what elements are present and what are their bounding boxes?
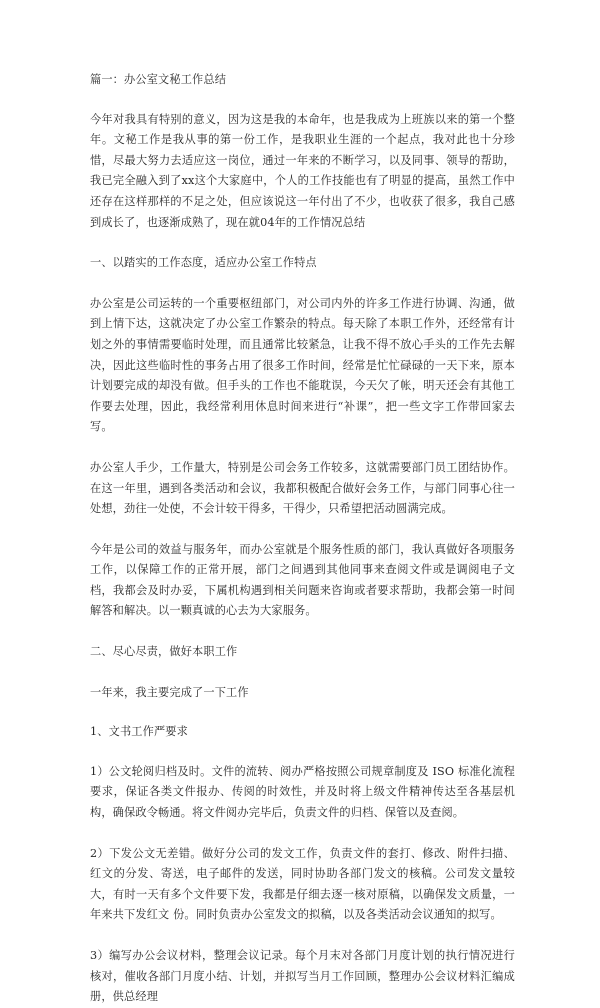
section1-paragraph-3: 今年是公司的效益与服务年，而办公室就是个服务性质的部门，我认真做好各项服务工作，以保障工作的正常开展，部门之间遇到其他同事来查阅文件或是调阅电子文档，我都会及时办妥，下属机构遇到相关问题来咨询或者要求帮助，我都会第一时间解答和解决。以一颗真诚的心去为大家服务。	[90, 542, 515, 618]
subsection1-item-1: 1）公文轮阅归档及时。文件的流转、阅办严格按照公司规章制度及 ISO 标准化流程要求，保证各类文件报办、传阅的时效性，并及时将上级文件精神传达至各基层机构，确保政令畅通。将文件阅办完毕后，负责文件的归档、保管以及查阅。	[90, 764, 515, 820]
document-title: 篇一：办公室文秘工作总结	[90, 73, 227, 86]
document-body	[90, 70, 515, 1008]
subsection1-item-2: 2）下发公文无差错。做好分公司的发文工作，负责文件的套打、修改、附件扫描、红文的分发、寄送，电子邮件的发送，同时协助各部门发文的核稿。公司发文量较大，有时一天有多个文件要下发，我都是仔细去逐一核对原稿，以确保发文质量，一年来共下发红文 份。同时负责办公室发文的拟稿，以及各类活动会议通知的拟写。	[90, 846, 515, 922]
section1-paragraph-2: 办公室人手少，工作量大，特别是公司会务工作较多，这就需要部门员工团结协作。在这一年里，遇到各类活动和会议，我都积极配合做好会务工作，与部门同事心往一处想，劲往一处使，不会计较干得多，干得少，只希望把活动圆满完成。	[90, 460, 515, 516]
section1-heading: 一、以踏实的工作态度，适应办公室工作特点	[90, 256, 317, 270]
intro-paragraph: 今年对我具有特别的意义，因为这是我的本命年，也是我成为上班族以来的第一个整年。文秘工作是我从事的第一份工作，是我职业生涯的一个起点，我对此也十分珍惜，尽最大努力去适应这一岗位，通过一年来的不断学习，以及同事、领导的帮助，我已完全融入到了xx这个大家庭中，个人的工作技能也有了明显的提高，虽然工作中还存在这样那样的不足之处，但应该说这一年付出了不少，也收获了很多，我自己感到成长了，也逐渐成熟了，现在就04年的工作情况总结	[90, 112, 515, 229]
subsection1-item-3: 3）编写办公会议材料，整理会议记录。每个月末对各部门月度计划的执行情况进行核对，催收各部门月度小结、计划，并拟写当月工作回顾，整理办公会议材料汇编成册，供总经理	[90, 949, 515, 1004]
section2-heading: 二、尽心尽责，做好本职工作	[90, 645, 238, 659]
subsection1-heading: 1、文书工作严要求	[90, 725, 188, 739]
section2-intro: 一年来，我主要完成了一下工作	[90, 685, 249, 699]
section1-paragraph-1: 办公室是公司运转的一个重要枢纽部门，对公司内外的许多工作进行协调、沟通，做到上情下达，这就决定了办公室工作繁杂的特点。每天除了本职工作外，还经常有计划之外的事情需要临时处理，而且通常比较紧急，让我不得不放心手头的工作先去解决，因此这些临时性的事务占用了很多工作时间，经常是忙忙碌碌的一天下来，原本计划要完成的却没有做。但手头的工作也不能耽误，今天欠了帐，明天还会有其他工作要去处理，因此，我经常利用休息时间来进行“补课”，把一些文字工作带回家去写。	[90, 296, 515, 434]
